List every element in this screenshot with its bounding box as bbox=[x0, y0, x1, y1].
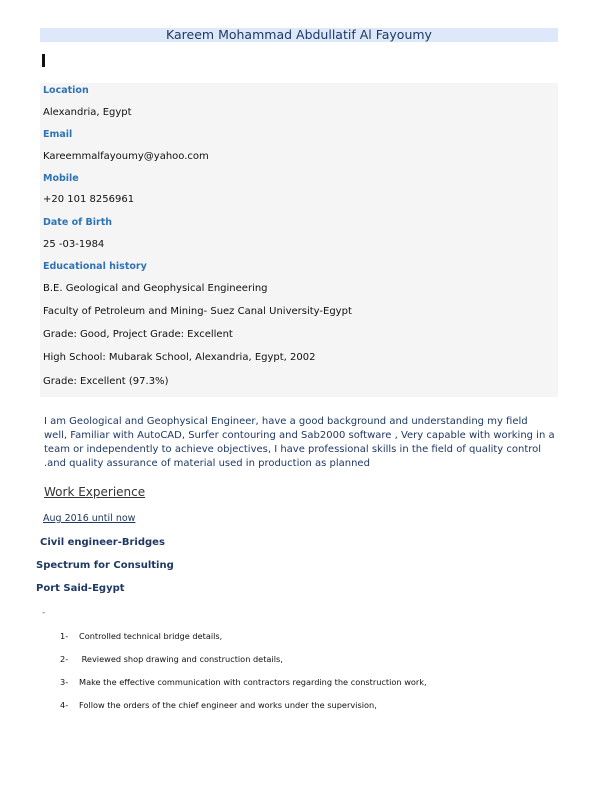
dob-value: 25 -03-1984 bbox=[43, 239, 105, 250]
summary-line: well, Familiar with AutoCAD, Surfer contouring and Sab2000 software , Very capable with working in a bbox=[44, 430, 555, 441]
work-experience-heading: Work Experience bbox=[44, 485, 146, 499]
mobile-label: Mobile bbox=[43, 173, 79, 184]
task-item bbox=[60, 654, 283, 664]
task-text: Follow the orders of the chief engineer and works under the supervision, bbox=[79, 700, 377, 710]
profile-summary bbox=[44, 415, 564, 471]
education-line: High School: Mubarak School, Alexandria, Egypt, 2002 bbox=[43, 352, 316, 363]
task-number: 2- bbox=[60, 654, 69, 664]
task-text: Reviewed shop drawing and construction details, bbox=[79, 654, 283, 664]
task-item bbox=[60, 631, 222, 641]
task-number: 4- bbox=[60, 700, 69, 710]
job-location: Port Said-Egypt bbox=[36, 583, 125, 594]
task-item bbox=[60, 677, 427, 687]
location-value: Alexandria, Egypt bbox=[43, 107, 132, 118]
education-line: Grade: Excellent (97.3%) bbox=[43, 376, 169, 387]
education-line: B.E. Geological and Geophysical Engineering bbox=[43, 283, 268, 294]
job-title: Civil engineer-Bridges bbox=[40, 537, 165, 548]
task-text: Make the effective communication with contractors regarding the construction work, bbox=[79, 677, 427, 687]
education-line: Grade: Good, Project Grade: Excellent bbox=[43, 329, 233, 340]
email-label: Email bbox=[43, 129, 73, 140]
education-line: Faculty of Petroleum and Mining- Suez Canal University-Egypt bbox=[43, 306, 352, 317]
candidate-name: Kareem Mohammad Abdullatif Al Fayoumy bbox=[40, 28, 558, 42]
task-item bbox=[60, 700, 377, 710]
text-cursor-mark bbox=[42, 54, 45, 67]
bullet-mark: - bbox=[42, 608, 46, 618]
task-text: Controlled technical bridge details, bbox=[79, 631, 223, 641]
summary-line: team or independently to achieve objectives, I have professional skills in the field of quality control bbox=[44, 444, 542, 455]
employment-period: Aug 2016 until now bbox=[43, 513, 136, 524]
location-label: Location bbox=[43, 85, 89, 96]
task-number: 3- bbox=[60, 677, 69, 687]
summary-line: .and quality assurance of material used in production as planned bbox=[44, 458, 370, 469]
dob-label: Date of Birth bbox=[43, 217, 113, 228]
summary-line: I am Geological and Geophysical Engineer, have a good background and understanding my field bbox=[44, 416, 528, 427]
education-label: Educational history bbox=[43, 261, 147, 272]
task-number: 1- bbox=[60, 631, 69, 641]
personal-info-panel bbox=[40, 83, 558, 397]
company-name: Spectrum for Consulting bbox=[36, 560, 174, 571]
email-value[interactable]: Kareemmalfayoumy@yahoo.com bbox=[43, 151, 209, 162]
mobile-value: +20 101 8256961 bbox=[43, 194, 135, 205]
